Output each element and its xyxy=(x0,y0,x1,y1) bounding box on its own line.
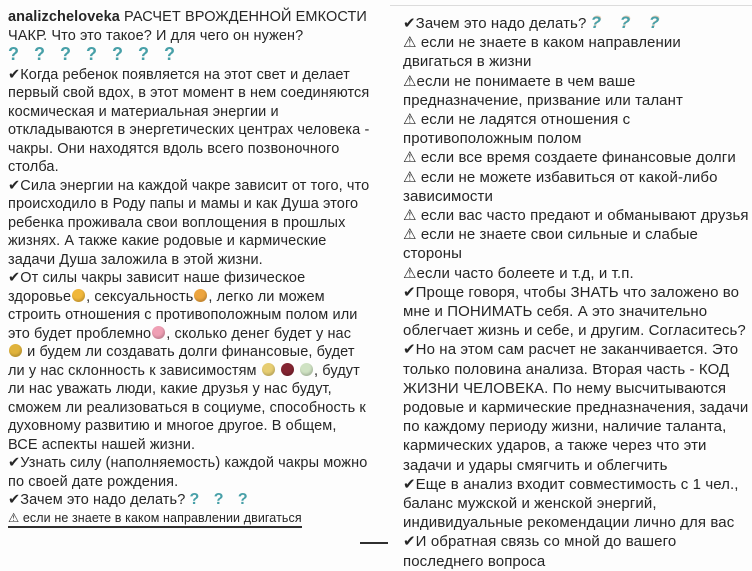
beer-emoji xyxy=(262,363,275,376)
caption-text: РАСЧЕТ ВРОЖДЕННОЙ ЕМКОСТИ ЧАКР. Что это такое? И для чего он нужен? xyxy=(8,9,367,44)
caption-text: ✔От силы чакры зависит наше физическое здоровье xyxy=(8,270,306,305)
caption-paragraph xyxy=(403,225,750,263)
caption-text: ✔Проще говоря, чтобы ЗНАТЬ что заложено во мне и ПОНИМАТЬ себя. А это значительно облегчает жизнь и себе, и другим. Согласитесь? xyxy=(403,283,746,340)
username-link[interactable]: analizcheloveka xyxy=(8,9,120,25)
caption-text: ⚠если не понимаете в чем ваше предназначение, призвание или талант xyxy=(403,72,683,109)
caption-paragraph xyxy=(403,283,750,341)
caption-paragraph xyxy=(8,177,370,270)
caption-paragraph xyxy=(403,33,750,71)
couple-emoji xyxy=(152,326,165,339)
caption-text: ✔И обратная связь со мной до вашего последнего вопроса xyxy=(403,533,677,570)
caption-paragraph xyxy=(403,532,750,570)
caption-text: ✔Сила энергии на каждой чакре зависит от того, что происходило в Роду папы и мамы и как Душа этого ребенка проживала свои воплощения в прошлых жизнях. А также какие родовые и кармические задачи Душа заложила в этой жизни. xyxy=(8,177,370,268)
caption-paragraph xyxy=(403,168,750,206)
caption-text: ⚠ если не ладятся отношения с противоположным полом xyxy=(403,111,631,148)
caption-text: , будут ли нас уважать люди, какие друзья у нас будут, сможем ли реализоваться в социуме, способность к духовному развитию и многое другое. В общем, ВСЕ аспекты нашей жизни. xyxy=(8,362,366,453)
caption-text: ✔Зачем это надо делать? xyxy=(403,15,591,32)
flexed-biceps-emoji xyxy=(72,289,85,302)
caption-text: , легко ли можем строить отношения с противоположным полом или это будет проблемно xyxy=(8,288,358,342)
caption-paragraph xyxy=(8,45,370,66)
caption-text: ⚠если часто болеете и т.д, и т.п. xyxy=(403,264,634,282)
caption-paragraph xyxy=(8,66,370,177)
caption-text: ✔Но на этом сам расчет не заканчивается. Это только половина анализа. Вторая часть - КОД ЖИЗНИ ЧЕЛОВЕКА. По нему высчитываются родовые и кармические предназначения, задачи по каждому периоду жизни, наличие таланта, кармических ударов, а также через что эти задачи и удары смягчить и облегчить xyxy=(403,341,749,474)
caption-text: ⚠ если все время создаете финансовые долги xyxy=(403,149,736,167)
caption-text: ⚠ если не знаете в каком направлении двигаться xyxy=(8,511,302,528)
caption-text: ✔Еще в анализ входит совместимость с 1 чел., баланс мужской и женской энергий, индивидуальные рекомендации лично для вас xyxy=(403,475,739,532)
money-bag-emoji xyxy=(9,344,22,357)
caption-text: ✔Зачем это надо делать? xyxy=(8,492,190,508)
caption-text: ✔Когда ребенок появляется на этот свет и делает первый свой вдох, в этот момент в нем соединяются космическая и материальная энергии и откладываются в энергетических центрах человека - чакры. Они находятся вдоль всего позвоночного столба. xyxy=(8,66,370,175)
caption-text: ⚠ если не знаете свои сильные и слабые стороны xyxy=(403,226,698,263)
caption-text: , сколько денег будет у нас xyxy=(166,325,352,342)
caption-text: , сексуальность xyxy=(86,288,194,305)
caption-paragraph xyxy=(403,13,750,33)
caption-paragraph xyxy=(403,264,750,283)
caption-text xyxy=(295,363,299,379)
caption-paragraph xyxy=(403,340,750,474)
caption-paragraph xyxy=(8,510,370,527)
caption-paragraph xyxy=(8,269,370,454)
caption-text: ✔Узнать силу (наполняемость) каждой чакры можно по своей дате рождения. xyxy=(8,455,368,490)
caption-text: ⚠ если не можете избавиться от какой-либо зависимости xyxy=(403,168,718,205)
caption-paragraph xyxy=(403,475,750,533)
caption-text: ⚠ если вас часто предают и обманывают друзья xyxy=(403,207,749,225)
caption-paragraph xyxy=(403,148,750,167)
person-face-emoji xyxy=(194,289,207,302)
screenshot-cut-dash xyxy=(360,542,388,544)
caption-paragraph xyxy=(403,206,750,225)
caption-paragraph xyxy=(8,491,370,510)
cocktail-glass-emoji xyxy=(300,363,313,376)
wine-glass-emoji xyxy=(281,363,294,376)
question-marks: ? ? ? xyxy=(590,13,667,32)
caption-column-right xyxy=(376,0,752,571)
caption-text xyxy=(276,363,280,379)
caption-paragraph xyxy=(8,8,370,45)
screenshot-seam-line xyxy=(390,5,752,6)
caption-paragraph xyxy=(403,110,750,148)
caption-text: ⚠ если не знаете в каком направлении двигаться в жизни xyxy=(403,34,681,71)
caption-paragraph xyxy=(8,454,370,491)
question-marks: ? ? ? ? ? ? ? xyxy=(8,44,180,64)
question-marks: ? ? ? xyxy=(189,491,253,508)
caption-text: и будем ли создавать долги финансовые, будет ли у нас склонность к зависимостям xyxy=(8,344,355,379)
caption-paragraph xyxy=(403,72,750,110)
